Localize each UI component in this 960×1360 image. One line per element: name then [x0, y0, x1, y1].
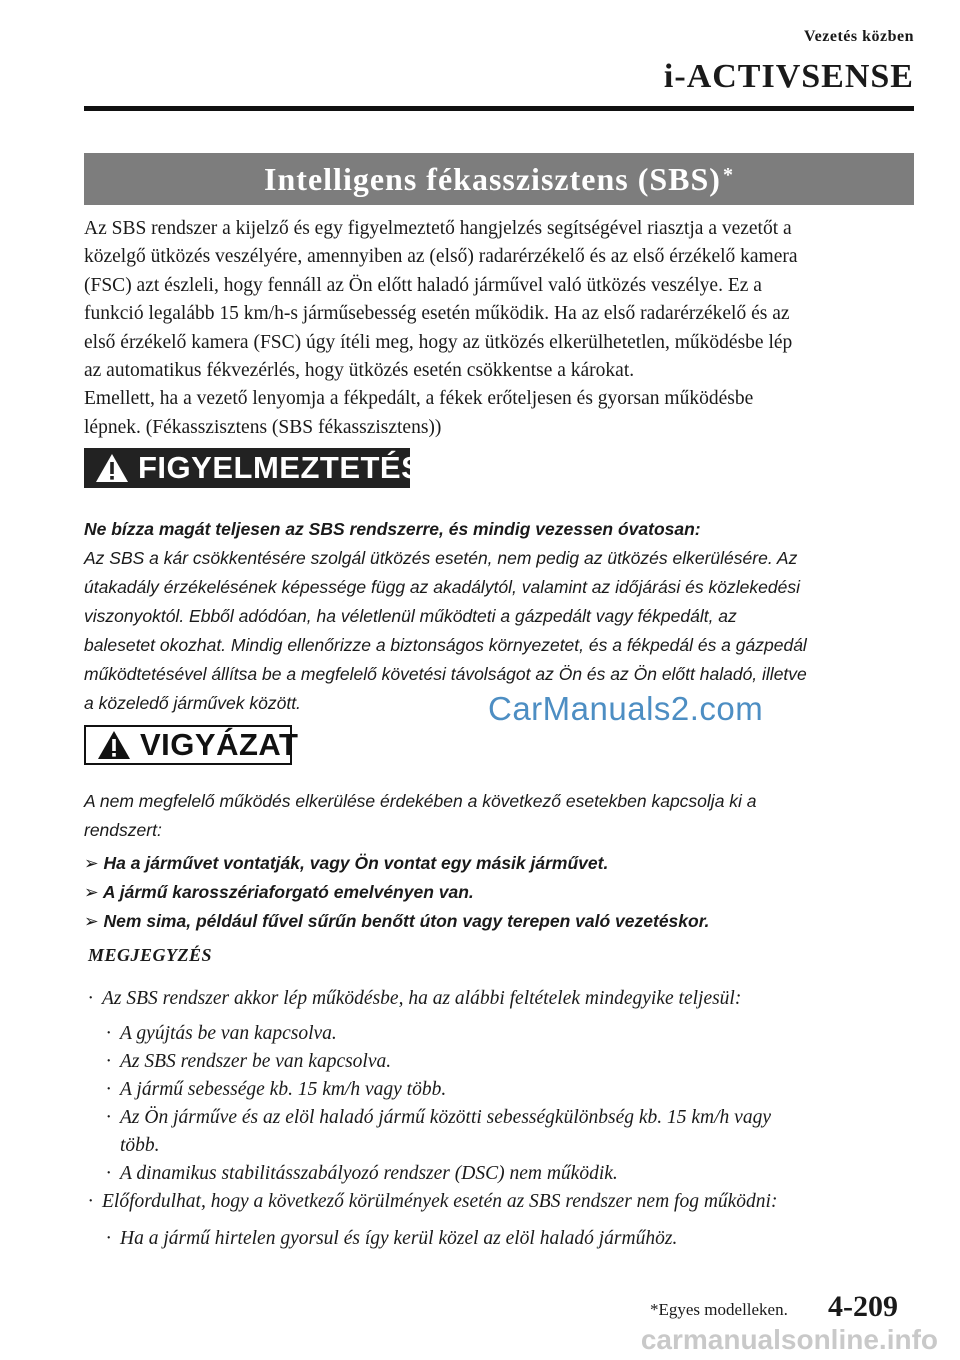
warning-triangle-icon: [94, 452, 130, 484]
bullet-dot: ·: [106, 1228, 111, 1249]
warning-text: [84, 515, 914, 718]
page-number: 4-209: [828, 1290, 898, 1323]
bullet-dot: ·: [106, 1051, 111, 1072]
note-subitem: · Ha a jármű hirtelen gyorsul és így kerül közel az elöl haladó járműhöz.: [106, 1225, 914, 1253]
arrow-bullet-icon: ➢: [84, 882, 99, 902]
intro-line: közelgő ütközés veszélyére, amennyiben az (első) radarérzékelő és az első érzékelő kamera: [84, 246, 798, 268]
caution-label-box: [84, 725, 299, 765]
bullet-dot: ·: [106, 1079, 111, 1100]
intro-line: első érzékelő kamera (FSC) úgy ítéli meg, hogy az ütközés elkerülhetetlen, működésbe lép: [84, 331, 793, 353]
note-subitem-continuation: több.: [120, 1135, 160, 1156]
intro-line: funkció legalább 15 km/h-s járműsebesség esetén működik. Ha az első radarérzékelő és az: [84, 303, 790, 325]
intro-line: az automatikus fékvezérlés, hogy ütközés esetén csökkentse a károkat.: [84, 360, 635, 382]
footer-site-watermark: carmanualsonline.info: [640, 1324, 938, 1355]
intro-line: Emellett, ha a vezető lenyomja a fékpedált, a fékek erőteljesen és gyorsan működésbe: [84, 388, 754, 410]
intro-line: (FSC) azt észleli, hogy fennáll az Ön előtt haladó járművel való ütközés veszélye. Ez a: [84, 274, 762, 296]
note-subitem: · A jármű sebessége kb. 15 km/h vagy több.: [106, 1076, 914, 1104]
warning-line: balesetet okozhat. Mindig ellenőrizze a biztonságos környezetet, és a fékpedál és a gázpedál: [84, 635, 807, 655]
chapter-title: i-ACTIVSENSE: [663, 58, 914, 95]
warning-line: útakadály érzékelésének képessége függ az akadálytól, valamint az időjárási és közlekedési: [84, 577, 800, 597]
caution-list: [84, 849, 914, 936]
warning-line: viszonyoktól. Ebből adódóan, ha véletlenül működteti a gázpedált vagy fékpedált, az: [84, 606, 737, 626]
section-title-asterisk: *: [722, 163, 734, 186]
intro-paragraph: [84, 215, 914, 442]
warning-line: működtetésével állítsa be a megfelelő követési távolságot az Ön és az Ön előtt haladó, illetve: [84, 664, 807, 684]
footnote: *Egyes modelleken.: [650, 1300, 788, 1319]
note-item: · Előfordulhat, hogy a következő körülmények esetén az SBS rendszer nem fog működni:: [88, 1188, 914, 1216]
note-heading: MEGJEGYZÉS: [88, 945, 213, 965]
intro-line: Az SBS rendszer a kijelző és egy figyelmeztető hangjelzés segítségével riasztja a vezetőt a: [84, 218, 792, 239]
section-title-banner: [84, 153, 914, 205]
intro-line: lépnek. (Fékasszisztens (SBS fékasszisztens)): [84, 416, 442, 438]
bullet-dot: ·: [88, 988, 93, 1009]
caution-text: [84, 787, 914, 845]
bullet-dot: ·: [106, 1107, 111, 1128]
warning-label-box: [84, 448, 423, 488]
caution-triangle-icon: [96, 729, 132, 761]
warning-label: FIGYELMEZTETÉS: [138, 450, 423, 485]
section-title: Intelligens fékasszisztens (SBS): [264, 160, 721, 197]
note-subitem: · Az Ön járműve és az elöl haladó jármű közötti sebességkülönbség kb. 15 km/h vagy: [106, 1104, 914, 1132]
caution-list-item: ➢ Nem sima, például fűvel sűrűn benőtt úton vagy terepen való vezetéskor.: [84, 911, 710, 931]
caution-list-item: ➢ A jármű karosszériaforgató emelvényen van.: [84, 882, 474, 902]
note-subitem: · A gyújtás be van kapcsolva.: [106, 1020, 914, 1048]
bullet-dot: ·: [106, 1163, 111, 1184]
warning-line: a közeledő járművek között.: [84, 693, 301, 713]
caution-list-item: ➢ Ha a járművet vontatják, vagy Ön vontat egy másik járművet.: [84, 853, 609, 873]
caution-line: rendszert:: [84, 820, 162, 840]
arrow-bullet-icon: ➢: [84, 911, 99, 931]
caution-line: A nem megfelelő működés elkerülése érdekében a következő esetekben kapcsolja ki a: [84, 791, 757, 811]
bullet-dot: ·: [106, 1023, 111, 1044]
note-subitem: · Az SBS rendszer be van kapcsolva.: [106, 1048, 914, 1076]
caution-label: VIGYÁZAT: [140, 727, 299, 762]
warning-line: Az SBS a kár csökkentésére szolgál ütközés esetén, nem pedig az ütközés elkerülésére. Az: [84, 548, 798, 568]
chapter-subtitle: Vezetés közben: [804, 28, 914, 45]
watermark-text: CarManuals2.com: [488, 690, 764, 727]
bullet-dot: ·: [88, 1191, 93, 1212]
header-divider: [84, 106, 914, 111]
arrow-bullet-icon: ➢: [84, 853, 99, 873]
warning-heading: Ne bízza magát teljesen az SBS rendszerre, és mindig vezessen óvatosan:: [84, 519, 701, 539]
note-subitem: · A dinamikus stabilitásszabályozó rendszer (DSC) nem működik.: [106, 1160, 914, 1188]
note-item: · Az SBS rendszer akkor lép működésbe, ha az alábbi feltételek mindegyike teljesül:: [88, 985, 914, 1013]
